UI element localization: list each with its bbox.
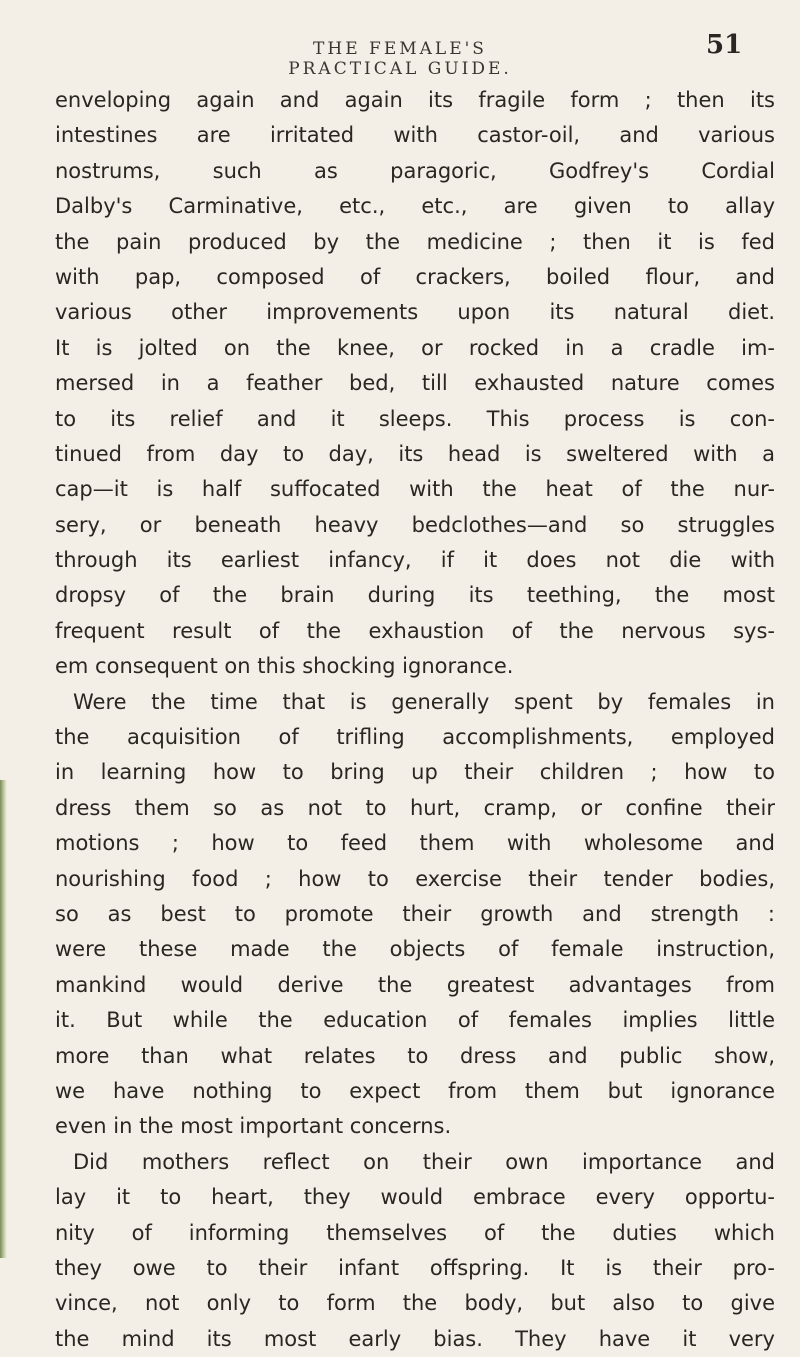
text-line: they owe to their infant offspring. It is their pro- <box>55 1255 775 1280</box>
text-line: cap—it is half suffocated with the heat of the nur- <box>55 477 775 502</box>
text-line: em consequent on this shocking ignorance. <box>55 654 514 679</box>
paragraph-start: Were the time that is generally spent by females in <box>73 689 775 714</box>
page-edge-stain <box>0 780 7 1258</box>
text-line: with pap, composed of crackers, boiled flour, and <box>55 264 775 289</box>
text-line: nity of informing themselves of the duties which <box>55 1220 775 1245</box>
text-line: dropsy of the brain during its teething, the most <box>55 583 775 608</box>
paragraph-start: Did mothers reflect on their own importance and <box>73 1149 775 1174</box>
text-line: It is jolted on the knee, or rocked in a cradle im- <box>55 335 775 360</box>
text-line: in learning how to bring up their children ; how to <box>55 760 775 785</box>
text-line: to its relief and it sleeps. This process is con- <box>55 406 775 431</box>
text-line: nostrums, such as paragoric, Godfrey's Cordial <box>55 158 775 183</box>
text-line: even in the most important concerns. <box>55 1114 452 1139</box>
text-line: Dalby's Carminative, etc., etc., are given to allay <box>55 194 775 219</box>
running-head: THE FEMALE'S PRACTICAL GUIDE. <box>288 39 512 79</box>
text-line: sery, or beneath heavy bedclothes—and so struggles <box>55 512 775 537</box>
text-line: intestines are irritated with castor-oil, and various <box>55 123 775 148</box>
text-line: enveloping again and again its fragile form ; then its <box>55 88 775 112</box>
text-line: tinued from day to day, its head is sweltered with a <box>55 441 775 466</box>
text-line: nourishing food ; how to exercise their tender bodies, <box>55 866 775 891</box>
body-text <box>55 83 775 1357</box>
text-line: were these made the objects of female instruction, <box>55 937 775 962</box>
text-line: the acquisition of trifling accomplishments, employed <box>55 725 775 750</box>
text-line: vince, not only to form the body, but also to give <box>55 1291 775 1316</box>
text-line: lay it to heart, they would embrace every opportu- <box>55 1185 775 1210</box>
text-line: motions ; how to feed them with wholesome and <box>55 831 775 856</box>
text-line: the pain produced by the medicine ; then it is fed <box>55 229 775 254</box>
text-line: it. But while the education of females implies little <box>55 1008 775 1033</box>
text-line: so as best to promote their growth and strength : <box>55 901 775 926</box>
text-line: mankind would derive the greatest advantages from <box>55 972 775 997</box>
page-number: 51 <box>706 30 743 60</box>
text-line: the mind its most early bias. They have it very <box>55 1326 775 1351</box>
text-line: dress them so as not to hurt, cramp, or confine their <box>55 795 775 820</box>
text-line: more than what relates to dress and public show, <box>55 1043 775 1068</box>
text-line: mersed in a feather bed, till exhausted nature comes <box>55 371 775 396</box>
text-line: we have nothing to expect from them but ignorance <box>55 1078 775 1103</box>
text-line: frequent result of the exhaustion of the nervous sys- <box>55 618 775 643</box>
text-line: through its earliest infancy, if it does not die with <box>55 548 775 573</box>
text-line: various other improvements upon its natural diet. <box>55 300 775 325</box>
